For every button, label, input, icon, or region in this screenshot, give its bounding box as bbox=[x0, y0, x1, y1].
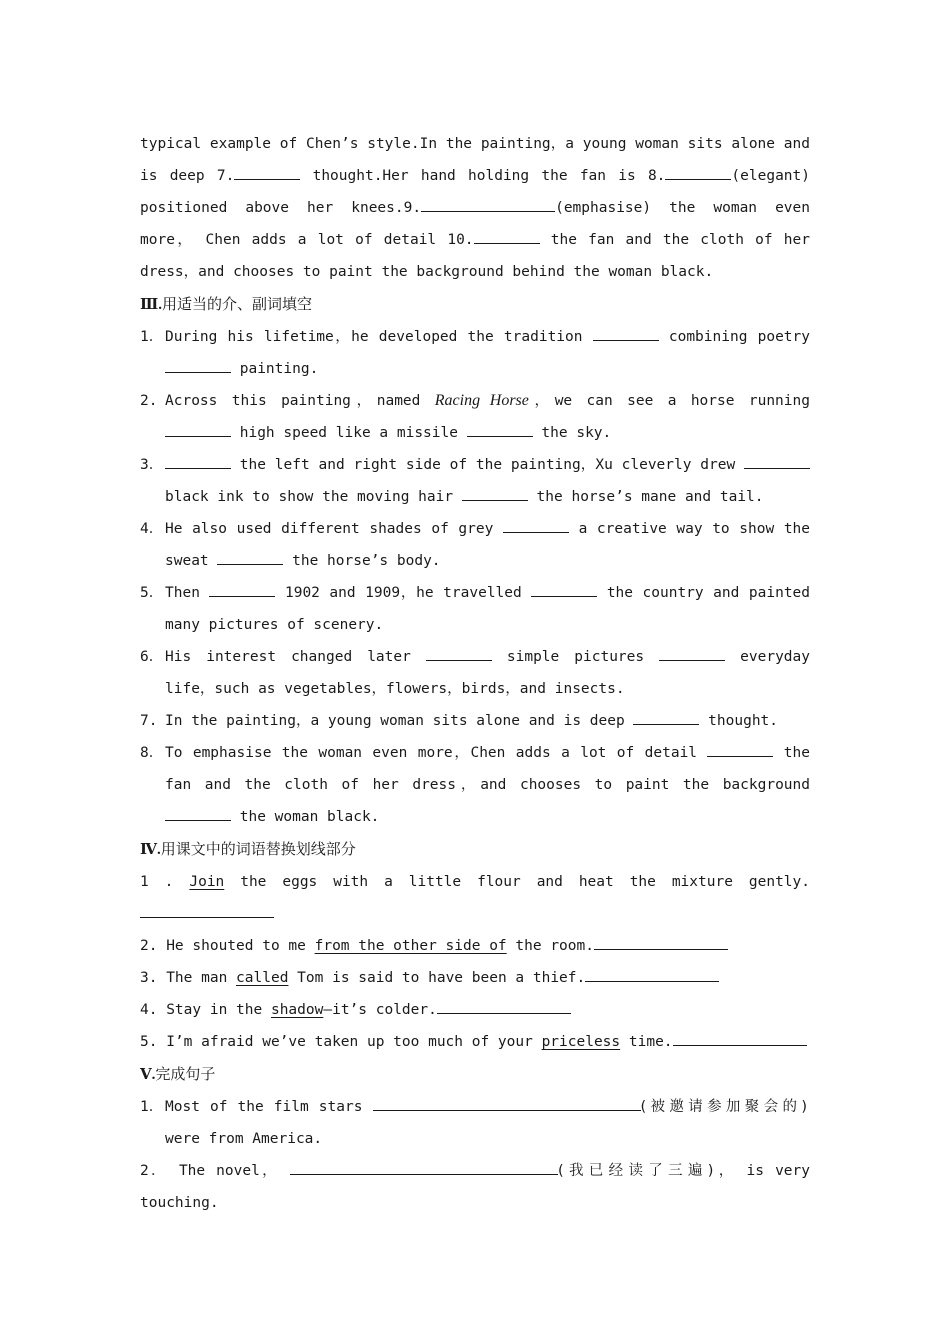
blank[interactable] bbox=[633, 710, 699, 725]
answer-blank[interactable] bbox=[585, 967, 719, 982]
underlined-phrase: called bbox=[236, 970, 289, 986]
exercise-3-item-5: 5． Then 1902 and 1909，he travelled the country and painted many pictures of scenery. bbox=[140, 577, 810, 641]
document-page bbox=[140, 128, 810, 1219]
underlined-phrase: Join bbox=[189, 874, 225, 890]
blank-7[interactable] bbox=[234, 165, 300, 180]
blank[interactable] bbox=[165, 358, 231, 373]
answer-blank[interactable] bbox=[140, 903, 274, 918]
exercise-4-item-1: 1 . Join the eggs with a little flour and heat the mixture gently. bbox=[140, 866, 810, 930]
chinese-hint: (我已经读了三遍) bbox=[558, 1163, 717, 1179]
exercise-5-item-2: 2． The novel， (我已经读了三遍)， is very touching. bbox=[140, 1155, 810, 1219]
exercise-3-item-3: 3． the left and right side of the painting，Xu cleverly drew black ink to show the moving hair the horse’s mane and tail. bbox=[140, 449, 810, 513]
blank[interactable] bbox=[217, 550, 283, 565]
blank[interactable] bbox=[744, 454, 810, 469]
underlined-phrase: from the other side of bbox=[314, 938, 507, 954]
blank[interactable] bbox=[593, 326, 659, 341]
underlined-phrase: shadow bbox=[270, 1002, 324, 1018]
passage-paragraph: typical example of Chen’s style.In the painting，a young woman sits alone and is deep 7. thought.Her hand holding the fan is 8. (elegant) positioned above her knees.9. (emphasise) the woman even more， Chen adds a lot of detail 10. the fan and the cloth of her dress，and chooses to paint the background behind the woman black. bbox=[140, 136, 810, 280]
chinese-hint: (被邀请参加聚会的) bbox=[640, 1099, 810, 1115]
blank[interactable] bbox=[659, 646, 725, 661]
blank[interactable] bbox=[503, 518, 569, 533]
exercise-4-item-5: 5. I’m afraid we’ve taken up too much of your priceless time. bbox=[140, 1026, 810, 1058]
exercise-4-item-2: 2. He shouted to me from the other side of the room. bbox=[140, 930, 810, 962]
underlined-phrase: priceless bbox=[541, 1034, 621, 1050]
exercise-4-item-3: 3. The man called Tom is said to have been a thief. bbox=[140, 962, 810, 994]
exercise-3-item-2: 2. Across this painting，named Racing Horse，we can see a horse running high speed like a missile the sky. bbox=[140, 392, 810, 441]
blank[interactable] bbox=[462, 486, 528, 501]
blank[interactable] bbox=[426, 646, 492, 661]
blank-10[interactable] bbox=[474, 229, 540, 244]
blank[interactable] bbox=[467, 422, 533, 437]
blank[interactable] bbox=[165, 422, 231, 437]
answer-blank[interactable] bbox=[673, 1031, 807, 1046]
exercise-3-item-7: 7. In the painting，a young woman sits alone and is deep thought. bbox=[140, 705, 810, 737]
blank-9[interactable] bbox=[421, 197, 555, 212]
exercise-5-item-1: 1． Most of the film stars (被邀请参加聚会的) were from America. bbox=[140, 1091, 810, 1155]
answer-blank[interactable] bbox=[594, 935, 728, 950]
answer-blank[interactable] bbox=[290, 1160, 558, 1175]
section-5-heading: Ⅴ.完成句子 bbox=[140, 1065, 216, 1083]
blank[interactable] bbox=[531, 582, 597, 597]
blank[interactable] bbox=[707, 742, 773, 757]
answer-blank[interactable] bbox=[437, 999, 571, 1014]
answer-blank[interactable] bbox=[373, 1096, 641, 1111]
section-4-heading: Ⅳ.用课文中的词语替换划线部分 bbox=[140, 840, 356, 858]
exercise-4-item-4: 4. Stay in the shadow—it’s colder. bbox=[140, 994, 810, 1026]
blank[interactable] bbox=[165, 454, 231, 469]
blank[interactable] bbox=[165, 806, 231, 821]
blank-8[interactable] bbox=[665, 165, 731, 180]
painting-title: Racing Horse bbox=[434, 392, 529, 409]
blank[interactable] bbox=[209, 582, 275, 597]
exercise-3-item-6: 6． His interest changed later simple pictures everyday life，such as vegetables，flowers，birds，and insects. bbox=[140, 641, 810, 705]
exercise-3-item-1: 1． During his lifetime，he developed the tradition combining poetry painting. bbox=[140, 321, 810, 385]
section-3-heading: Ⅲ.用适当的介、副词填空 bbox=[140, 295, 313, 313]
exercise-3-item-4: 4． He also used different shades of grey a creative way to show the sweat the horse’s body. bbox=[140, 513, 810, 577]
exercise-3-item-8: 8． To emphasise the woman even more，Chen adds a lot of detail the fan and the cloth of her dress，and chooses to paint the background the woman black. bbox=[140, 737, 810, 833]
